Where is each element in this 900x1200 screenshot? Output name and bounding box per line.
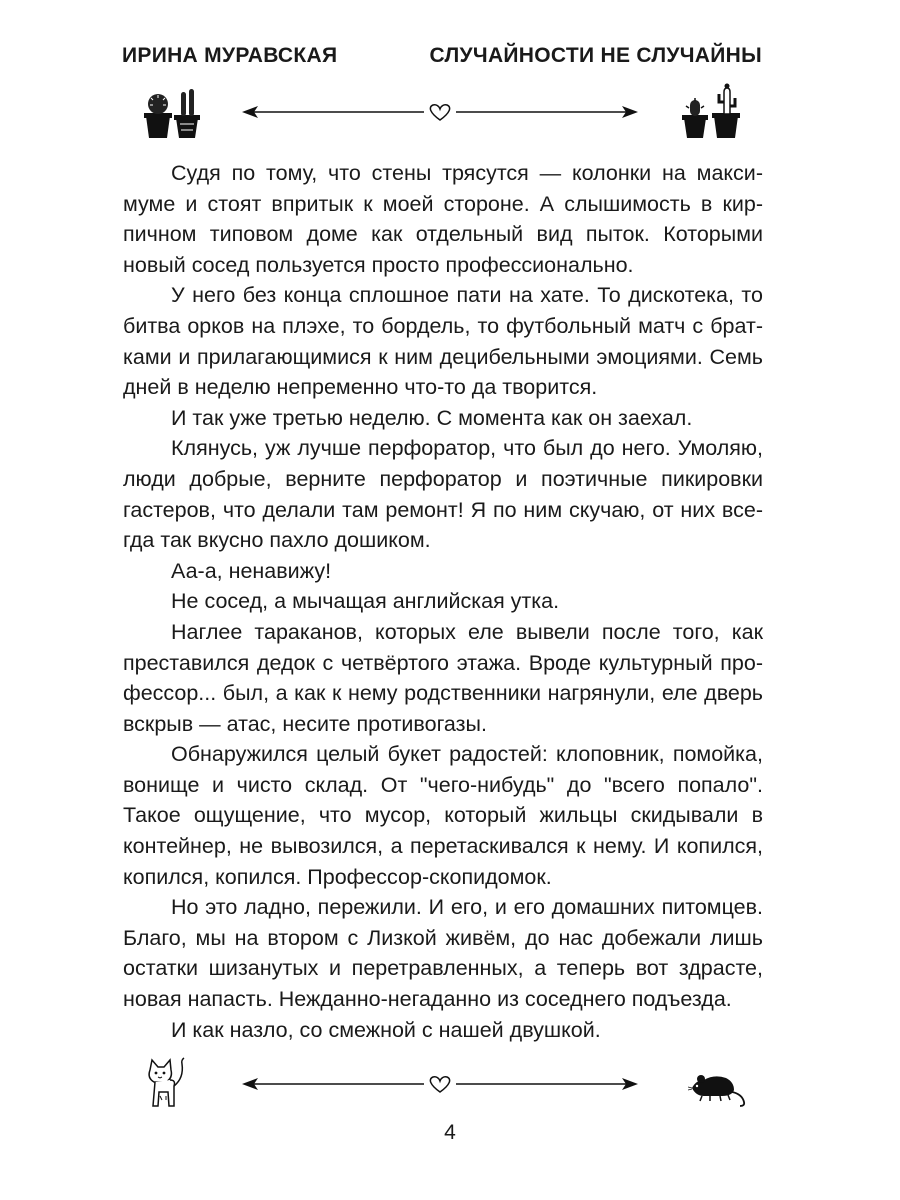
paragraph: Судя по тому, что стены трясутся — колонки на максимуме и стоят впритык к моей стороне. А слышимость в кирпичном типовом доме как отдельный вид пыток. Которыми новый сосед пользуется просто профессионально. xyxy=(123,161,763,277)
paragraph: Наглее тараканов, которых еле вывели после того, как преставился дедок с четвёртого этажа. Вроде культурный профессор... был, а как к нему родственники нагрянули, еле дверь вскрыв — атас, несите противогазы. xyxy=(123,619,763,736)
paragraph: Аа-а, ненавижу! xyxy=(171,558,332,583)
top-ornament xyxy=(0,82,900,142)
paragraph: И как назло, со смежной с нашей двушкой. xyxy=(171,1017,601,1042)
cactus-pots-icon xyxy=(680,82,744,140)
body-text xyxy=(123,158,763,1045)
paragraph: Но это ладно, пережили. И его, и его домашних питомцев. Благо, мы на втором с Лизкой живём, до нас добежали лишь остатки шизанутых и перетравленных, а теперь вот здрасте, новая напасть. Нежданно-негаданно из соседнего подъезда. xyxy=(123,895,763,1012)
running-header xyxy=(122,44,762,68)
paragraph: Обнаружился целый букет радостей: клоповник, помойка, вонище и чисто склад. От "чего-нибудь" до "всего попало". Такое ощущение, что мусор, который жильцы скидывали в контейнер, не вывозился, а перетаскивался к нему. И копился, копился, копился. Профессор-скопидомок. xyxy=(123,742,763,889)
rat-icon xyxy=(688,1068,748,1108)
arrow-heart-divider xyxy=(240,1070,640,1098)
paragraph: У него без конца сплошное пати на хате. То дискотека, то битва орков на плэхе, то бордель, то футбольный матч с братками и прилагающимися к ним децибельными эмоциями. Семь дней в неделю непременно что-то да творится. xyxy=(123,283,763,400)
paragraph: Не сосед, а мычащая английская утка. xyxy=(171,589,560,614)
bottom-ornament xyxy=(0,1052,900,1112)
paragraph: И так уже третью неделю. С момента как он заехал. xyxy=(171,405,693,430)
arrow-heart-divider xyxy=(240,98,640,126)
paragraph: Клянусь, уж лучше перфоратор, что был до него. Умоляю, люди добрые, верните перфоратор и поэтичные пикировки гастеров, что делали там ремонт! Я по ним скучаю, от них всегда так вкусно пахло дошиком. xyxy=(123,436,763,553)
book-title: СЛУЧАЙНОСТИ НЕ СЛУЧАЙНЫ xyxy=(429,44,762,67)
cat-icon xyxy=(140,1056,196,1116)
author-name: ИРИНА МУРАВСКАЯ xyxy=(122,44,338,67)
cactus-pots-icon xyxy=(140,86,204,140)
page-number: 4 xyxy=(444,1121,456,1144)
